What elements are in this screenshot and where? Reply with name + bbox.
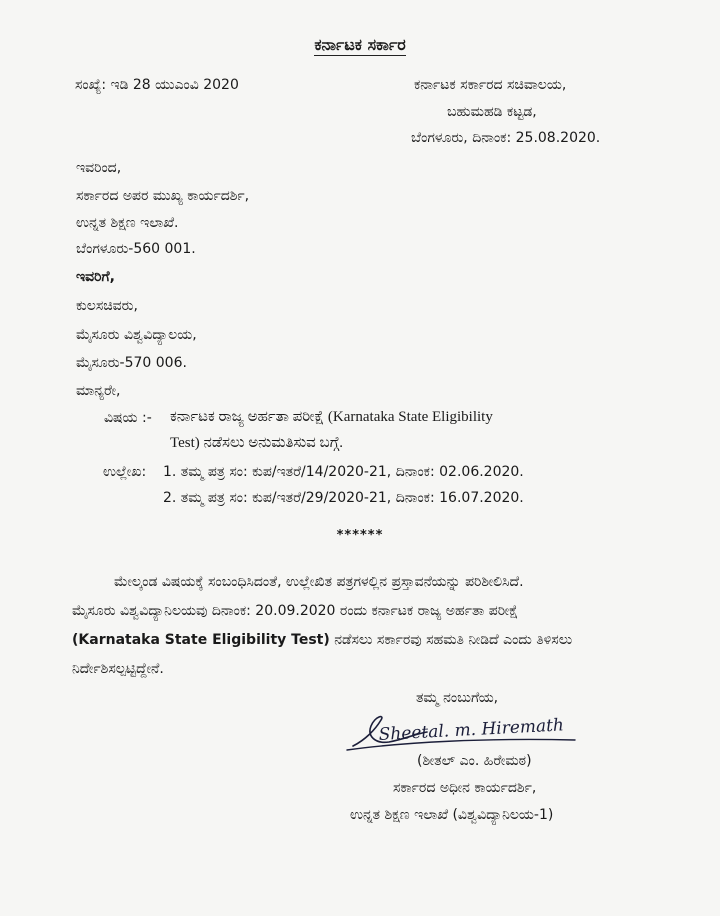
signatory-department: ಉನ್ನತ ಶಿಕ್ಷಣ ಇಲಾಖೆ (ವಿಶ್ವವಿದ್ಯಾನಿಲಯ-1) <box>350 807 554 823</box>
salutation: ಮಾನ್ಯರೇ, <box>76 383 121 399</box>
separator: ****** <box>336 528 384 543</box>
body-line-3 <box>72 631 572 649</box>
to-line-2: ಮೈಸೂರು ವಿಶ್ವವಿದ್ಯಾಲಯ, <box>76 327 197 343</box>
subject-label: ವಿಷಯ :- <box>104 410 152 426</box>
from-line-2: ಉನ್ನತ ಶಿಕ್ಷಣ ಇಲಾಖೆ. <box>76 215 179 231</box>
to-line-3: ಮೈಸೂರು-570 006. <box>76 355 187 371</box>
to-label: ಇವರಿಗೆ, <box>76 269 115 285</box>
body-line-1: ಮೇಲ್ಕಂಡ ವಿಷಯಕ್ಕೆ ಸಂಬಂಧಿಸಿದಂತೆ, ಉಲ್ಲೇಖಿತ ಪತ್ರಗಳಲ್ಲಿನ ಪ್ರಸ್ತಾವನೆಯನ್ನು ಪರಿಶೀಲಿಸಿದೆ. <box>114 574 524 590</box>
reference-item-2: 2. ತಮ್ಮ ಪತ್ರ ಸಂ: ಕುಪ/ಇತರೆ/29/2020-21, ದಿನಾಂಕ: 16.07.2020. <box>163 490 524 506</box>
to-line-1: ಕುಲಸಚಿವರು, <box>76 298 138 314</box>
signature-text: Sheetal. m. Hiremath <box>378 715 565 745</box>
subject-line-2: Test) ನಡೆಸಲು ಅನುಮತಿಸುವ ಬಗ್ಗೆ. <box>170 435 344 451</box>
subject-line-1: ಕರ್ನಾಟಕ ರಾಜ್ಯ ಅರ್ಹತಾ ಪರೀಕ್ಷೆ (Karnataka State Eligibility <box>170 409 493 425</box>
signatory-name: (ಶೀತಲ್ ಎಂ. ಹಿರೇಮಠ) <box>417 753 532 769</box>
office-address-date: ಬೆಂಗಳೂರು, ದಿನಾಂಕ: 25.08.2020. <box>411 130 601 146</box>
letter-heading: ಕರ್ನಾಟಕ ಸರ್ಕಾರ <box>314 35 406 54</box>
body-line-4: ನಿರ್ದೇಶಿಸಲ್ಪಟ್ಟಿದ್ದೇನೆ. <box>72 661 164 677</box>
reference-number: ಸಂಖ್ಯೆ: ಇಡಿ 28 ಯುಎಂವಿ 2020 <box>75 77 239 93</box>
office-address-line-1: ಕರ್ನಾಟಕ ಸರ್ಕಾರದ ಸಚಿವಾಲಯ, <box>414 77 567 93</box>
reference-item-1: 1. ತಮ್ಮ ಪತ್ರ ಸಂ: ಕುಪ/ಇತರೆ/14/2020-21, ದಿನಾಂಕ: 02.06.2020. <box>163 464 524 480</box>
from-label: ಇವರಿಂದ, <box>76 160 122 176</box>
body-english-term: (Karnataka State Eligibility Test) <box>72 632 330 648</box>
from-line-3: ಬೆಂಗಳೂರು-560 001. <box>76 241 196 257</box>
body-line-3-rest: ನಡೆಸಲು ಸರ್ಕಾರವು ಸಹಮತಿ ನೀಡಿದೆ ಎಂದು ತಿಳಿಸಲು <box>329 632 573 648</box>
reference-label: ಉಲ್ಲೇಖ: <box>103 464 147 480</box>
closing-yours-faithfully: ತಮ್ಮ ನಂಬುಗೆಯ, <box>416 690 499 706</box>
from-line-1: ಸರ್ಕಾರದ ಅಪರ ಮುಖ್ಯ ಕಾರ್ಯದರ್ಶಿ, <box>76 188 250 204</box>
office-address-line-2: ಬಹುಮಹಡಿ ಕಟ್ಟಡ, <box>447 104 537 120</box>
signatory-designation: ಸರ್ಕಾರದ ಅಧೀನ ಕಾರ್ಯದರ್ಶಿ, <box>393 780 537 796</box>
body-line-2: ಮೈಸೂರು ವಿಶ್ವವಿದ್ಯಾನಿಲಯವು ದಿನಾಂಕ: 20.09.2020 ರಂದು ಕರ್ನಾಟಕ ರಾಜ್ಯ ಅರ್ಹತಾ ಪರೀಕ್ಷೆ <box>72 603 519 619</box>
